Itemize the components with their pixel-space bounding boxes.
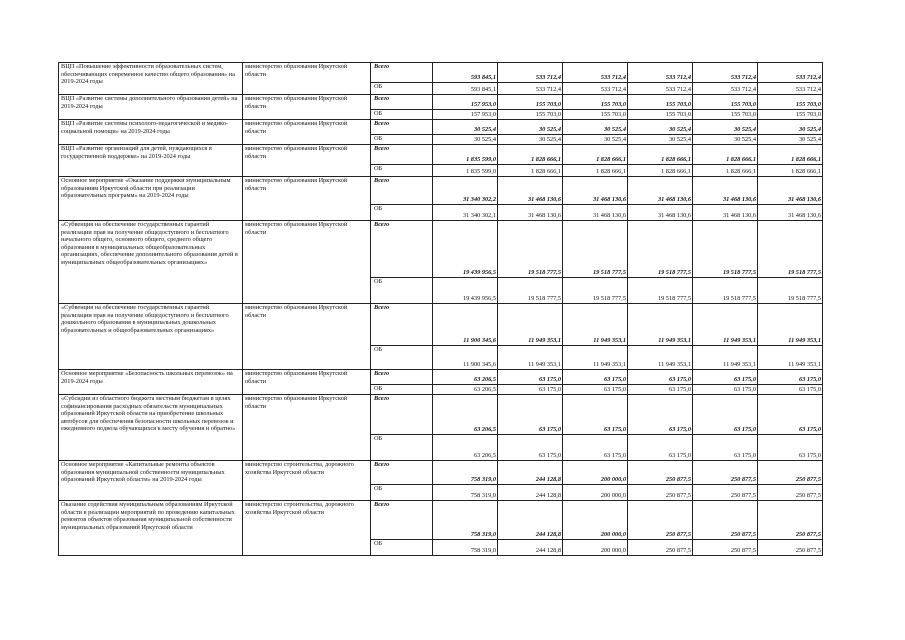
ob-amount: 11 900 345,6 xyxy=(433,346,498,370)
funding-total-label: Всего xyxy=(371,120,433,135)
total-amount: 157 953,0 xyxy=(433,95,498,110)
funding-ob-label: ОБ xyxy=(371,278,433,304)
total-amount: 11 949 353,1 xyxy=(693,304,758,346)
total-amount: 19 518 777,5 xyxy=(498,221,563,278)
ob-amount: 31 468 130,6 xyxy=(758,205,823,221)
ob-amount: 758 319,0 xyxy=(433,540,498,556)
ob-amount: 155 703,0 xyxy=(563,110,628,120)
total-amount: 244 128,8 xyxy=(498,501,563,540)
ob-amount: 1 828 666,1 xyxy=(628,165,693,177)
funding-ob-label: ОБ xyxy=(371,346,433,370)
ob-amount: 63 175,0 xyxy=(498,435,563,461)
total-amount: 19 518 777,5 xyxy=(693,221,758,278)
funding-total-label: Всего xyxy=(371,221,433,278)
executor-name: министерство образования Иркутской области xyxy=(243,120,371,145)
executor-name: министерство образования Иркутской области xyxy=(243,221,371,304)
ob-amount: 63 175,0 xyxy=(693,385,758,395)
ob-amount: 19 518 777,5 xyxy=(693,278,758,304)
total-amount: 1 828 666,1 xyxy=(628,145,693,165)
ob-amount: 63 175,0 xyxy=(628,435,693,461)
total-amount: 31 340 302,2 xyxy=(433,177,498,205)
ob-amount: 1 828 666,1 xyxy=(563,165,628,177)
executor-name: министерство образования Иркутской области xyxy=(243,304,371,370)
funding-total-label: Всего xyxy=(371,501,433,540)
ob-amount: 250 877,5 xyxy=(758,540,823,556)
table-row-total xyxy=(59,501,823,540)
total-amount: 250 877,5 xyxy=(758,501,823,540)
total-amount: 155 703,0 xyxy=(563,95,628,110)
funding-total-label: Всего xyxy=(371,304,433,346)
measure-name: Основное мероприятие «Безопасность школьных перевозок» на 2019-2024 годы xyxy=(59,370,243,395)
executor-name: министерство образования Иркутской области xyxy=(243,63,371,95)
ob-amount: 30 525,4 xyxy=(433,135,498,145)
ob-amount: 63 175,0 xyxy=(758,385,823,395)
ob-amount: 533 712,4 xyxy=(498,83,563,95)
ob-amount: 250 877,5 xyxy=(693,540,758,556)
total-amount: 11 900 345,6 xyxy=(433,304,498,346)
total-amount: 63 206,5 xyxy=(433,395,498,435)
ob-amount: 19 518 777,5 xyxy=(758,278,823,304)
ob-amount: 63 206,5 xyxy=(433,435,498,461)
total-amount: 250 877,5 xyxy=(628,501,693,540)
total-amount: 155 703,0 xyxy=(758,95,823,110)
ob-amount: 19 518 777,5 xyxy=(628,278,693,304)
total-amount: 30 525,4 xyxy=(628,120,693,135)
ob-amount: 1 835 599,0 xyxy=(433,165,498,177)
ob-amount: 31 468 130,6 xyxy=(628,205,693,221)
ob-amount: 31 468 130,6 xyxy=(498,205,563,221)
ob-amount: 11 949 353,1 xyxy=(758,346,823,370)
funding-total-label: Всего xyxy=(371,395,433,435)
executor-name: министерство образования Иркутской области xyxy=(243,395,371,461)
total-amount: 533 712,4 xyxy=(563,63,628,83)
ob-amount: 533 712,4 xyxy=(563,83,628,95)
funding-ob-label: ОБ xyxy=(371,83,433,95)
total-amount: 63 175,0 xyxy=(498,395,563,435)
ob-amount: 31 340 302,1 xyxy=(433,205,498,221)
total-amount: 11 949 353,1 xyxy=(563,304,628,346)
table-row-total xyxy=(59,177,823,205)
ob-amount: 63 206,5 xyxy=(433,385,498,395)
total-amount: 19 518 777,5 xyxy=(758,221,823,278)
ob-amount: 155 703,0 xyxy=(628,110,693,120)
total-amount: 63 175,0 xyxy=(758,370,823,385)
table-row-total xyxy=(59,395,823,435)
ob-amount: 1 828 666,1 xyxy=(758,165,823,177)
table-row-total xyxy=(59,304,823,346)
measure-name: ВЦП «Развитие системы дополнительного образования детей» на 2019-2024 годы xyxy=(59,95,243,120)
total-amount: 155 703,0 xyxy=(693,95,758,110)
funding-ob-label: ОБ xyxy=(371,205,433,221)
table-row-total xyxy=(59,63,823,83)
table-body xyxy=(59,63,823,556)
ob-amount: 155 703,0 xyxy=(498,110,563,120)
table-row-total xyxy=(59,370,823,385)
total-amount: 11 949 353,1 xyxy=(758,304,823,346)
total-amount: 533 712,4 xyxy=(628,63,693,83)
measure-name: Оказание содействия муниципальным образованиям Иркутской области в реализации мероприятий по проведению капитальных ремонтов объектов образования муниципальной собственности муниципальных образований Иркутской области xyxy=(59,501,243,556)
ob-amount: 250 877,5 xyxy=(693,485,758,501)
ob-amount: 31 468 130,6 xyxy=(563,205,628,221)
total-amount: 1 828 666,1 xyxy=(498,145,563,165)
total-amount: 244 128,8 xyxy=(498,461,563,485)
total-amount: 63 175,0 xyxy=(693,395,758,435)
measure-name: ВЦП «Развитие системы психолого-педагогической и медико-социальной помощи» на 2019-2024 годы xyxy=(59,120,243,145)
ob-amount: 30 525,4 xyxy=(758,135,823,145)
total-amount: 31 468 130,6 xyxy=(563,177,628,205)
ob-amount: 30 525,4 xyxy=(563,135,628,145)
total-amount: 19 518 777,5 xyxy=(563,221,628,278)
funding-ob-label: ОБ xyxy=(371,485,433,501)
funding-ob-label: ОБ xyxy=(371,110,433,120)
ob-amount: 19 439 956,5 xyxy=(433,278,498,304)
ob-amount: 63 175,0 xyxy=(498,385,563,395)
total-amount: 63 175,0 xyxy=(693,370,758,385)
total-amount: 63 175,0 xyxy=(563,370,628,385)
total-amount: 533 712,4 xyxy=(758,63,823,83)
budget-table xyxy=(58,62,823,556)
ob-amount: 63 175,0 xyxy=(563,385,628,395)
executor-name: министерство образования Иркутской области xyxy=(243,177,371,221)
total-amount: 30 525,4 xyxy=(563,120,628,135)
table-row-total xyxy=(59,461,823,485)
measure-name: Основное мероприятие «Капитальные ремонты объектов образования муниципальной собственности муниципальных образований Иркутской области» на 2019-2024 годы xyxy=(59,461,243,501)
executor-name: министерство строительства, дорожного хозяйства Иркутской области xyxy=(243,501,371,556)
ob-amount: 155 703,0 xyxy=(758,110,823,120)
ob-amount: 19 518 777,5 xyxy=(563,278,628,304)
executor-name: министерство образования Иркутской области xyxy=(243,145,371,177)
measure-name: Основное мероприятие «Оказание поддержки муниципальным образованиям Иркутской области при реализации образовательных программ» на 2019-2024 годы xyxy=(59,177,243,221)
total-amount: 250 877,5 xyxy=(758,461,823,485)
funding-total-label: Всего xyxy=(371,370,433,385)
table-row-total xyxy=(59,145,823,165)
total-amount: 758 319,0 xyxy=(433,501,498,540)
ob-amount: 31 468 130,6 xyxy=(693,205,758,221)
total-amount: 31 468 130,6 xyxy=(758,177,823,205)
total-amount: 1 828 666,1 xyxy=(693,145,758,165)
ob-amount: 63 175,0 xyxy=(563,435,628,461)
measure-name: «Субвенция на обеспечение государственных гарантий реализации прав на получение общедоступного и бесплатного дошкольного образования в муниципальных дошкольных образовательных и общеобразовательных организациях» xyxy=(59,304,243,370)
total-amount: 155 703,0 xyxy=(498,95,563,110)
ob-amount: 11 949 353,1 xyxy=(563,346,628,370)
funding-ob-label: ОБ xyxy=(371,385,433,395)
measure-name: ВЦП «Развитие организаций для детей, нуждающихся в государственной поддержке» на 2019-2024 годы xyxy=(59,145,243,177)
table-row-total xyxy=(59,95,823,110)
ob-amount: 11 949 353,1 xyxy=(693,346,758,370)
total-amount: 19 518 777,5 xyxy=(628,221,693,278)
total-amount: 250 877,5 xyxy=(628,461,693,485)
total-amount: 155 703,0 xyxy=(628,95,693,110)
ob-amount: 244 128,8 xyxy=(498,540,563,556)
total-amount: 63 175,0 xyxy=(628,395,693,435)
funding-ob-label: ОБ xyxy=(371,135,433,145)
ob-amount: 155 703,0 xyxy=(693,110,758,120)
funding-total-label: Всего xyxy=(371,63,433,83)
total-amount: 1 828 666,1 xyxy=(758,145,823,165)
ob-amount: 30 525,4 xyxy=(693,135,758,145)
table-row-total xyxy=(59,221,823,278)
total-amount: 593 845,1 xyxy=(433,63,498,83)
total-amount: 11 949 353,1 xyxy=(628,304,693,346)
total-amount: 200 000,0 xyxy=(563,461,628,485)
executor-name: министерство образования Иркутской области xyxy=(243,370,371,395)
total-amount: 30 525,4 xyxy=(498,120,563,135)
total-amount: 533 712,4 xyxy=(693,63,758,83)
ob-amount: 533 712,4 xyxy=(693,83,758,95)
total-amount: 63 175,0 xyxy=(563,395,628,435)
measure-name: ВЦП «Повышение эффективности образовательных систем, обеспечивающих современное качество общего образования» на 2019-2024 годы xyxy=(59,63,243,95)
ob-amount: 200 000,0 xyxy=(563,540,628,556)
total-amount: 200 000,0 xyxy=(563,501,628,540)
ob-amount: 63 175,0 xyxy=(693,435,758,461)
ob-amount: 11 949 353,1 xyxy=(498,346,563,370)
executor-name: министерство образования Иркутской области xyxy=(243,95,371,120)
ob-amount: 30 525,4 xyxy=(498,135,563,145)
total-amount: 758 319,0 xyxy=(433,461,498,485)
total-amount: 250 877,5 xyxy=(693,461,758,485)
total-amount: 30 525,4 xyxy=(758,120,823,135)
ob-amount: 250 877,5 xyxy=(758,485,823,501)
total-amount: 63 175,0 xyxy=(758,395,823,435)
total-amount: 1 835 599,0 xyxy=(433,145,498,165)
total-amount: 1 828 666,1 xyxy=(563,145,628,165)
ob-amount: 63 175,0 xyxy=(758,435,823,461)
ob-amount: 1 828 666,1 xyxy=(693,165,758,177)
ob-amount: 758 319,0 xyxy=(433,485,498,501)
total-amount: 63 175,0 xyxy=(628,370,693,385)
total-amount: 250 877,5 xyxy=(693,501,758,540)
funding-total-label: Всего xyxy=(371,461,433,485)
ob-amount: 250 877,5 xyxy=(628,540,693,556)
ob-amount: 533 712,4 xyxy=(628,83,693,95)
ob-amount: 1 828 666,1 xyxy=(498,165,563,177)
total-amount: 533 712,4 xyxy=(498,63,563,83)
measure-name: «Субсидии из областного бюджета местным бюджетам в целях софинансирования расходных обязательств муниципальных образований Иркутской области на приобретение школьных автобусов для обеспечения безопасности школьных перевозок и ежедневного подвоза обучающихся к месту обучения и обратно» xyxy=(59,395,243,461)
ob-amount: 157 953,0 xyxy=(433,110,498,120)
ob-amount: 11 949 353,1 xyxy=(628,346,693,370)
total-amount: 11 949 353,1 xyxy=(498,304,563,346)
funding-ob-label: ОБ xyxy=(371,435,433,461)
total-amount: 31 468 130,6 xyxy=(628,177,693,205)
ob-amount: 250 877,5 xyxy=(628,485,693,501)
total-amount: 30 525,4 xyxy=(693,120,758,135)
ob-amount: 19 518 777,5 xyxy=(498,278,563,304)
ob-amount: 63 175,0 xyxy=(628,385,693,395)
measure-name: «Субвенция на обеспечение государственных гарантий реализации прав на получение общедоступного и бесплатного начального общего, основного общего, среднего общего образования в муниципальных общеобразовательных организациях, обеспечение дополнительного образования детей в муниципальных общеобразовательных организациях» xyxy=(59,221,243,304)
funding-ob-label: ОБ xyxy=(371,540,433,556)
executor-name: министерство строительства, дорожного хозяйства Иркутской области xyxy=(243,461,371,501)
total-amount: 63 175,0 xyxy=(498,370,563,385)
funding-ob-label: ОБ xyxy=(371,165,433,177)
funding-total-label: Всего xyxy=(371,95,433,110)
funding-total-label: Всего xyxy=(371,145,433,165)
total-amount: 30 525,4 xyxy=(433,120,498,135)
funding-total-label: Всего xyxy=(371,177,433,205)
ob-amount: 244 128,8 xyxy=(498,485,563,501)
ob-amount: 593 845,1 xyxy=(433,83,498,95)
total-amount: 19 439 956,5 xyxy=(433,221,498,278)
total-amount: 31 468 130,6 xyxy=(693,177,758,205)
ob-amount: 533 712,4 xyxy=(758,83,823,95)
ob-amount: 200 000,0 xyxy=(563,485,628,501)
total-amount: 31 468 130,6 xyxy=(498,177,563,205)
table-row-total xyxy=(59,120,823,135)
ob-amount: 30 525,4 xyxy=(628,135,693,145)
total-amount: 63 206,5 xyxy=(433,370,498,385)
